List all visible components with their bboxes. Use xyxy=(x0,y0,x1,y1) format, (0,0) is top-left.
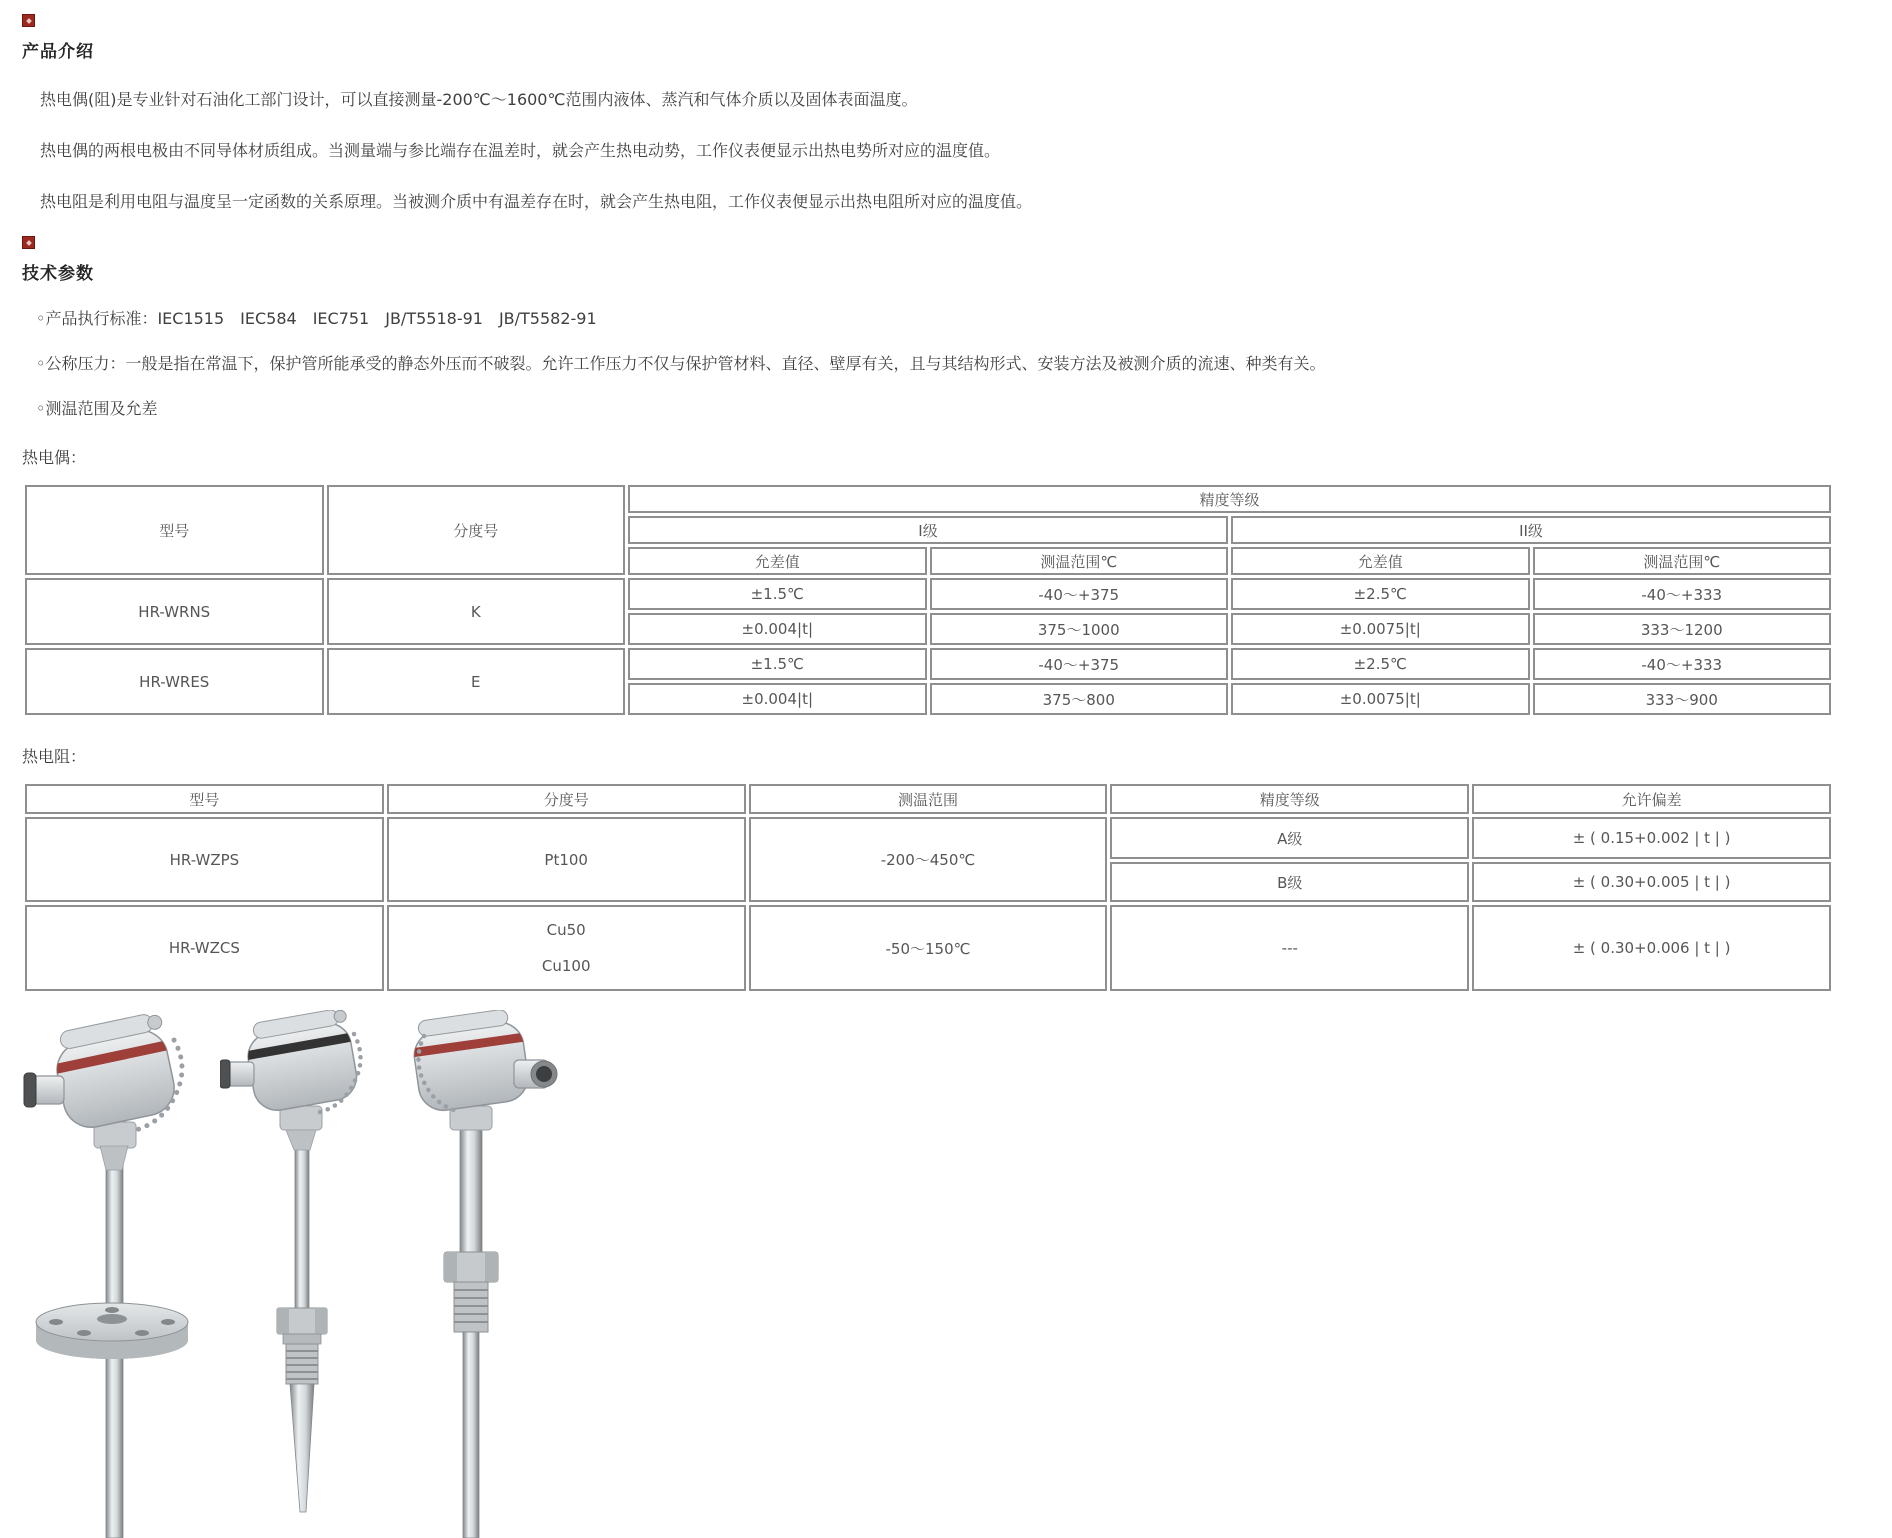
cable-entry xyxy=(24,1073,64,1107)
tc-cell-model: HR-WRES xyxy=(25,648,324,715)
tech-range-note-line: ◦测温范围及允差 xyxy=(36,399,158,418)
rtd-header-accuracy: 精度等级 xyxy=(1110,784,1469,814)
mounting-flange xyxy=(36,1303,188,1359)
rtd-graduation-cu100: Cu100 xyxy=(541,957,591,975)
tc-cell-range: -40～+375 xyxy=(930,648,1229,680)
tc-header-model: 型号 xyxy=(25,485,324,575)
tc-cell-tolerance: ±1.5℃ xyxy=(628,578,927,610)
connection-head xyxy=(240,1010,364,1114)
tc-header-tolerance-1: 允差值 xyxy=(628,547,927,575)
head-neck xyxy=(100,1146,128,1170)
flange-thermocouple-photo xyxy=(22,1010,212,1538)
thermocouple-table-label: 热电偶： xyxy=(22,448,87,467)
tc-cell-tolerance: ±0.0075|t| xyxy=(1231,613,1530,645)
tc-cell-range: 375～800 xyxy=(930,683,1229,715)
tc-cell-range: 333～900 xyxy=(1533,683,1832,715)
rtd-cell-deviation: ± ( 0.30+0.006 | t | ) xyxy=(1472,905,1831,991)
intro-paragraph-1: 热电偶(阻)是专业针对石油化工部门设计，可以直接测量-200℃～1600℃范围内液体、蒸汽和气体介质以及固体表面温度。 xyxy=(40,90,918,109)
intro-paragraph-3: 热电阻是利用电阻与温度呈一定函数的关系原理。当被测介质中有温差存在时，就会产生热电阻，工作仪表便显示出热电阻所对应的温度值。 xyxy=(40,192,1033,211)
section-bullet-icon xyxy=(22,236,35,249)
rtd-cell-range: -200～450℃ xyxy=(749,817,1108,902)
tc-cell-model: HR-WRNS xyxy=(25,578,324,645)
process-fitting xyxy=(277,1308,327,1384)
tech-pressure-line: ◦公称压力：一般是指在常温下，保护管所能承受的静态外压而不破裂。允许工作压力不仅与保护管材料、直径、壁厚有关，且与其结构形式、安装方法及被测介质的流速、种类有关。 xyxy=(36,354,1326,373)
tc-cell-tolerance: ±1.5℃ xyxy=(628,648,927,680)
tc-header-range-1: 测温范围℃ xyxy=(930,547,1229,575)
section-bullet-icon xyxy=(22,14,35,27)
rtd-cell-model: HR-WZCS xyxy=(25,905,384,991)
tc-cell-range: 375～1000 xyxy=(930,613,1229,645)
rtd-cell-graduation xyxy=(387,905,746,991)
tc-header-tolerance-2: 允差值 xyxy=(1231,547,1530,575)
process-fitting xyxy=(444,1252,498,1332)
tc-cell-tolerance: ±2.5℃ xyxy=(1231,648,1530,680)
tc-cell-graduation: K xyxy=(327,578,626,645)
tc-cell-range: -40～+333 xyxy=(1533,648,1832,680)
rtd-header-graduation: 分度号 xyxy=(387,784,746,814)
tc-header-class1: I级 xyxy=(628,516,1228,544)
rtd-cell-model: HR-WZPS xyxy=(25,817,384,902)
rtd-cell-deviation-a: ± ( 0.15+0.002 | t | ) xyxy=(1472,817,1831,859)
threaded-thermocouple-photo xyxy=(388,1010,558,1538)
rtd-cell-class: --- xyxy=(1110,905,1469,991)
probe-stem-upper xyxy=(460,1128,482,1252)
tc-header-graduation: 分度号 xyxy=(327,485,626,575)
tc-cell-tolerance: ±0.0075|t| xyxy=(1231,683,1530,715)
intro-title: 产品介绍 xyxy=(22,42,94,62)
product-photos xyxy=(22,1010,1872,1538)
rtd-table-label: 热电阻： xyxy=(22,747,87,766)
probe-stem xyxy=(295,1148,309,1318)
tc-cell-tolerance: ±0.004|t| xyxy=(628,613,927,645)
tc-header-range-2: 测温范围℃ xyxy=(1533,547,1832,575)
intro-paragraph-2: 热电偶的两根电极由不同导体材质组成。当测量端与参比端存在温差时，就会产生热电动势，工作仪表便显示出热电势所对应的温度值。 xyxy=(40,141,1001,160)
tc-cell-range: 333～1200 xyxy=(1533,613,1832,645)
tc-cell-tolerance: ±0.004|t| xyxy=(628,683,927,715)
tc-cell-graduation: E xyxy=(327,648,626,715)
rtd-header-model: 型号 xyxy=(25,784,384,814)
tapered-thermocouple-photo xyxy=(220,1010,380,1538)
rtd-header-deviation: 允许偏差 xyxy=(1472,784,1831,814)
rtd-cell-deviation-b: ± ( 0.30+0.005 | t | ) xyxy=(1472,862,1831,902)
rtd-cell-range: -50～150℃ xyxy=(749,905,1108,991)
cable-entry xyxy=(220,1060,254,1088)
tech-standards-line: ◦产品执行标准：IEC1515 IEC584 IEC751 JB/T5518-91 JB/T5582-91 xyxy=(36,309,597,328)
rtd-header-range: 测温范围 xyxy=(749,784,1108,814)
head-neck xyxy=(286,1130,316,1150)
tc-cell-range: -40～+375 xyxy=(930,578,1229,610)
cable-entry xyxy=(514,1060,557,1088)
rtd-cell-graduation: Pt100 xyxy=(387,817,746,902)
probe-stem-lower xyxy=(463,1332,479,1538)
tc-header-accuracy-class: 精度等级 xyxy=(628,485,1831,513)
tc-cell-range: -40～+333 xyxy=(1533,578,1832,610)
head-base xyxy=(450,1106,492,1130)
tc-cell-tolerance: ±2.5℃ xyxy=(1231,578,1530,610)
rtd-graduation-cu50: Cu50 xyxy=(546,921,586,939)
rtd-cell-class-a: A级 xyxy=(1110,817,1469,859)
tapered-tip xyxy=(290,1384,314,1512)
tc-header-class2: II级 xyxy=(1231,516,1831,544)
thermocouple-table xyxy=(22,482,1834,718)
rtd-table xyxy=(22,781,1834,994)
tech-title: 技术参数 xyxy=(22,264,94,284)
rtd-cell-class-b: B级 xyxy=(1110,862,1469,902)
